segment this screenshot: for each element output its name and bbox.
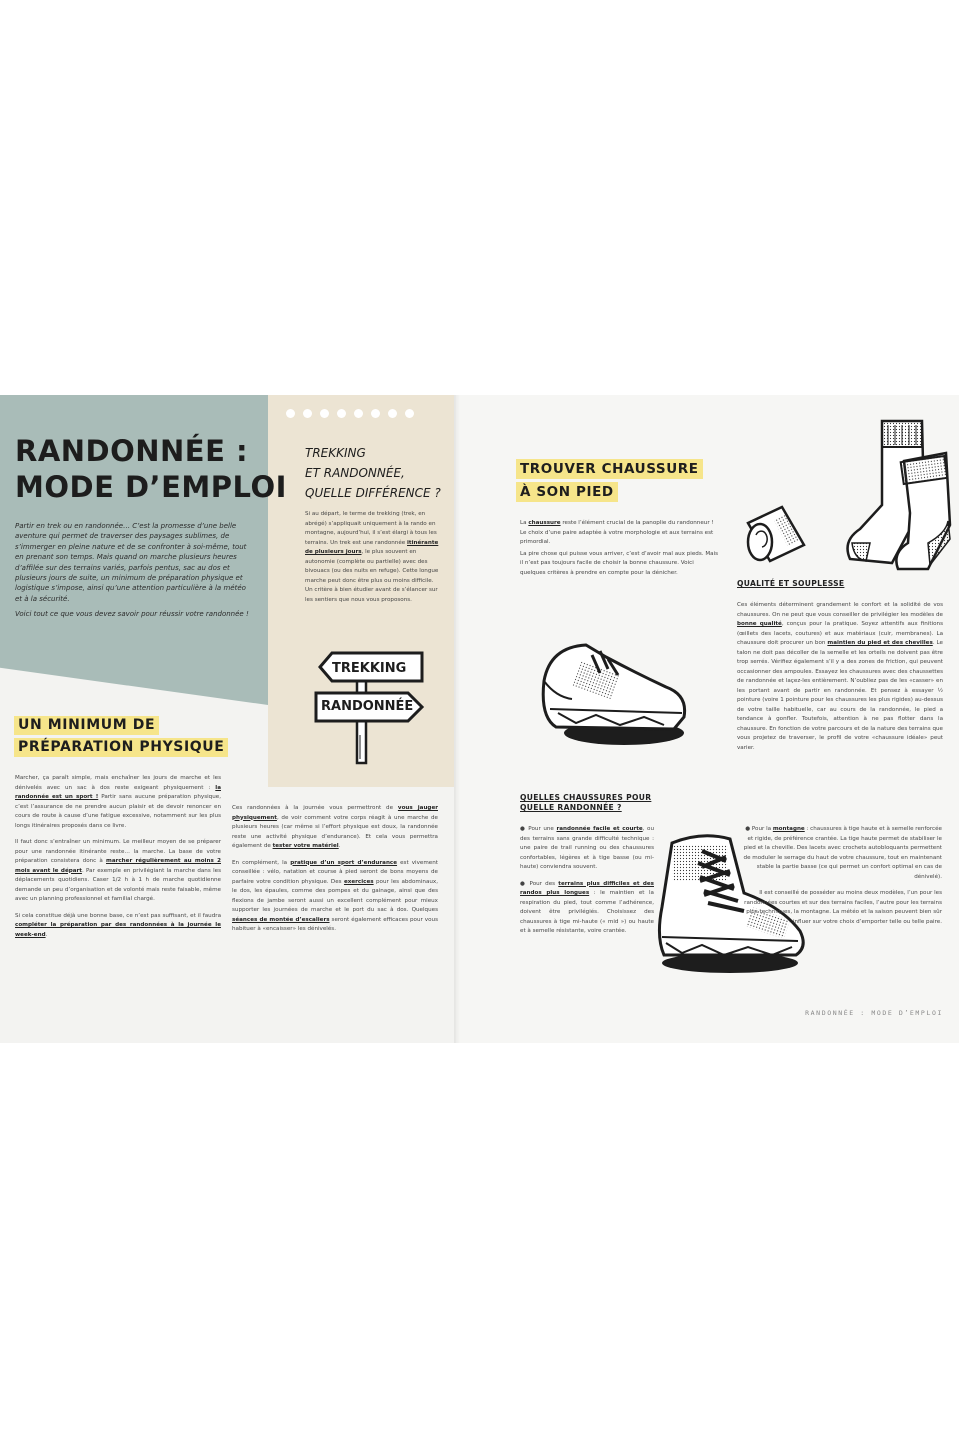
text-emphasis: montagne xyxy=(772,826,805,832)
text-emphasis: pratique d’un sport d’endurance xyxy=(290,859,398,866)
text-part: . Par exemple en privilégiant la marche dans les déplacements quotidiens. Caser 1/2 h à 1 h de marche quotidienne demande un peu d’organisation et de volonté mais reste faisable, même avec un planning professionnel et familial chargé. xyxy=(15,867,221,902)
body-paragraph: La pire chose qui puisse vous arriver, c’est d’avoir mal aux pieds. Mais il n’est pas toujours facile de choisir la bonne chaussure. Voici quelques critères à prendre en compte pour la dénicher. xyxy=(520,550,719,576)
bullets-column-1 xyxy=(520,825,654,944)
text-part: Pour des xyxy=(529,880,559,887)
text-part: , de voir comment votre corps réagit à une marche de plusieurs heures (car même si l’effort physique est doux, la randonnée reste une activité physique d’endurance). Et cela vous permettra également de xyxy=(232,814,438,849)
body-column-1 xyxy=(15,774,221,947)
section-title-shoes xyxy=(516,459,703,505)
text-part: : chaussures à tige haute et à semelle renforcée et rigide, de préférence crantée. La tige haute permet de stabiliser le pied et la cheville. Des lacets avec crochets autobloquants permettent de moduler le serrage du haut de votre chaussure, tout en maintenant stable la partie basse (ce qui permet un confort optimal en cas de dénivelé). xyxy=(743,826,942,880)
which-title-line2: QUELLE RANDONNÉE ? xyxy=(520,803,622,812)
text-part: , conçus pour la pratique. Soyez attentifs aux finitions (œillets des lacets, coutures) et aux matériaux (cuir, membranes). La chaussure doit procurer un bon xyxy=(737,621,943,646)
sign-label-randonnee: RANDONNÉE xyxy=(321,699,414,714)
sidebar-text xyxy=(305,510,439,605)
sidebar-title-line1: TREKKING xyxy=(305,446,366,460)
low-shoe-illustration xyxy=(536,637,696,755)
text-part: Partir sans aucune préparation physique, c’est l’assurance de ne prendre aucun plaisir et de devoir renoncer en cours de route à cause d’une fatigue excessive, notamment sur les plus longs itinéraires proposés dans ce livre. xyxy=(15,794,221,829)
sidebar-paragraph xyxy=(305,510,439,605)
bullet-item xyxy=(520,880,654,937)
text-emphasis: maintien du pied et des chevilles xyxy=(827,640,933,646)
sidebar-title-line2: ET RANDONNÉE, xyxy=(305,466,405,480)
text-part: . Le talon ne doit pas décoller de la semelle et les orteils ne doivent pas être trop serrés. Vérifiez également s’il y a des zones de friction, qui peuvent occasionner des ampoules. Essayez les chaussures avec des chaussettes de randonnée et laçez-les entièrement. N’oubliez pas de les «casser» en les portant avant de partir en randonnée. Et pensez à essayer ½ pointure (voire 1 pointure pour les chaussures les plus rigides) au-dessus de votre taille habituelle, car au cours de la randonnée, le pied a tendance à gonfler. Toutefois, attention à ne pas flotter dans la chaussure. En fonction de votre parcours et de la nature des terrains que vous projetez de traverser, le profil de votre «chaussure idéale» peut varier. xyxy=(737,640,943,751)
sidebar-title-line3: QUELLE DIFFÉRENCE ? xyxy=(305,486,441,500)
book-spread xyxy=(0,395,959,1043)
quality-title: QUALITÉ ET SOUPLESSE xyxy=(737,579,845,588)
body-paragraph xyxy=(15,912,221,941)
text-emphasis: marcher régulièrement au moins 2 mois avant le départ xyxy=(15,858,221,874)
text-part: Pour une xyxy=(528,826,557,832)
text-part: pour les abdominaux, le dos, les épaules, comme des pompes et du gainage, ainsi que des flexions de jambe seront aussi un excellent complément pour mieux supporter les journées de marche et le port du sac à dos. Quelques xyxy=(232,878,439,913)
section-title-line2: PRÉPARATION PHYSIQUE xyxy=(14,738,228,757)
page-title xyxy=(15,433,287,505)
section-title-preparation xyxy=(14,716,228,760)
socks-illustration xyxy=(742,413,952,573)
body-paragraph xyxy=(15,774,221,831)
bullet-dot: ● xyxy=(745,826,751,832)
sidebar-title xyxy=(305,443,445,503)
intro-paragraph: Voici tout ce que vous devez savoir pour réussir votre randonnée ! xyxy=(15,610,249,619)
which-shoes-title xyxy=(520,793,651,813)
text-emphasis: randonnée facile et courte xyxy=(556,826,643,832)
shoes-title-line2: À SON PIED xyxy=(516,482,618,502)
sidebar-text-part: , le plus souvent en autonomie (complète ou partielle) avec des bivouacs (ou des nuits en refuge). Cette longue marche peut donc être plus ou moins difficile. Un critère à bien étudier avant de s’élancer sur les sentiers que nous vous proposons. xyxy=(305,549,439,603)
body-paragraph: Il est conseillé de posséder au moins deux modèles, l’un pour les randonnées courtes et sur des terrains faciles, l’autre pour les terrains plus techniques, la montagne. La météo et la saison peuvent bien sûr influer sur votre choix d’emporter telle ou telle paire. xyxy=(744,890,942,925)
text-part: En complément, la xyxy=(232,859,291,866)
text-emphasis: séances de montée d’escaliers xyxy=(232,916,330,923)
text-emphasis: compléter la préparation par des randonnées à la journée le week-end xyxy=(15,922,221,938)
text-part: Si cela constitue déjà une bonne base, ce n’est pas suffisant, et il faudra xyxy=(15,912,221,919)
body-paragraph xyxy=(15,838,221,905)
text-part: Ces randonnées à la journée vous permettront de xyxy=(232,805,398,811)
text-emphasis: terrains plus difficiles et des randos plus longues xyxy=(520,880,654,896)
page-title-line2: MODE D’EMPLOI xyxy=(15,470,287,504)
text-emphasis: tester votre matériel xyxy=(272,843,339,849)
body-paragraph xyxy=(737,601,943,753)
page-fold-shadow xyxy=(454,395,460,1043)
text-part: , ou des terrains sans grande difficulté technique : une paire de trail running ou des chaussures confortables, légères et à tige basse (ou mi-haute) conviendra souvent. xyxy=(520,826,655,870)
shoes-intro xyxy=(520,519,720,585)
bullets-column-2 xyxy=(738,825,942,934)
shoes-title-line1: TROUVER CHAUSSURE xyxy=(516,459,703,479)
sidebar-dots xyxy=(286,409,414,418)
text-emphasis: bonne qualité xyxy=(737,621,782,627)
intro-paragraph: Partir en trek ou en randonnée… C’est la promesse d’une belle aventure qui permet de traverser des paysages sublimes, de s’immerger en pleine nature et de se confronter à soi-même, tout en prenant son temps. Mais quand on marche plusieurs heures d’affilée sur des terrains variés, parfois pentus, sac au dos et plusieurs jours de suite, un minimum de préparation physique et logistique s’impose, ainsi qu’une attention particulière à la météo et à la sécurité. xyxy=(15,522,247,603)
text-part: : le maintien et la respiration du pied, tout comme l’adhérence, doivent être privilégiés. Choisissez des chaussures à tige mi-haute (« mid ») ou haute et à semelle résistante, voire crantée. xyxy=(520,890,654,934)
sign-label-trekking: TREKKING xyxy=(332,661,407,676)
left-page xyxy=(0,395,456,1043)
bullet-item xyxy=(738,825,942,882)
text-part: Marcher, ça paraît simple, mais enchaîner les jours de marche et les dénivelés avec un sac à dos reste exigeant physiquement : xyxy=(15,775,221,791)
bullet-item xyxy=(520,825,654,873)
body-paragraph xyxy=(232,859,438,935)
intro-text xyxy=(15,521,253,625)
text-part: seront également efficaces pour vous habituer à «encaisser» les dénivelés. xyxy=(232,916,438,932)
bullet-dot: ● xyxy=(520,880,527,887)
text-part: La xyxy=(520,520,529,526)
sidebar-text-emphasis: itinérante de plusieurs jours xyxy=(305,539,439,555)
text-part: Pour la xyxy=(751,826,773,832)
text-part: reste l’élément crucial de la panoplie du randonneur ! Le choix d’une paire adaptée à votre morphologie et aux terrains est primordial. xyxy=(520,520,714,545)
text-emphasis: exercices xyxy=(343,878,374,885)
text-part: . xyxy=(338,843,341,849)
which-title-line1: QUELLES CHAUSSURES POUR xyxy=(520,793,652,802)
text-emphasis: la randonnée est un sport ! xyxy=(15,784,221,800)
page-title-line1: RANDONNÉE : xyxy=(15,434,249,468)
text-part: Il faut donc s’entraîner un minimum. Le meilleur moyen de se préparer pour une randonnée itinérante reste… la marche. La base de votre préparation consistera donc à xyxy=(15,839,221,864)
bullet-dot: ● xyxy=(520,826,526,832)
right-page xyxy=(456,395,959,1043)
text-emphasis: chaussure xyxy=(528,520,561,526)
running-footer: RANDONNÉE : MODE D’EMPLOI xyxy=(805,1009,943,1017)
text-emphasis: vous jauger physiquement xyxy=(232,805,438,821)
sidebar-text-part: Si au départ, le terme de trekking (trek, en abrégé) s’appliquait uniquement à la rando en montagne, aujourd’hui, il s’est élargi à tous les terrains. Un trek est une randonnée xyxy=(305,511,437,546)
body-column-2 xyxy=(232,804,438,942)
quality-text xyxy=(737,601,943,760)
text-part: est vivement conseillée : vélo, natation et course à pied seront de bons moyens de parfaire votre condition physique. Des xyxy=(232,859,438,885)
text-part: Ces éléments déterminent grandement le confort et la solidité de vos chaussures. On ne peut que vous conseiller de privilégier les modèles de xyxy=(737,602,943,618)
text-part: . xyxy=(45,931,48,938)
body-paragraph xyxy=(520,519,720,548)
section-title-line1: UN MINIMUM DE xyxy=(14,716,159,735)
body-paragraph xyxy=(232,804,438,852)
